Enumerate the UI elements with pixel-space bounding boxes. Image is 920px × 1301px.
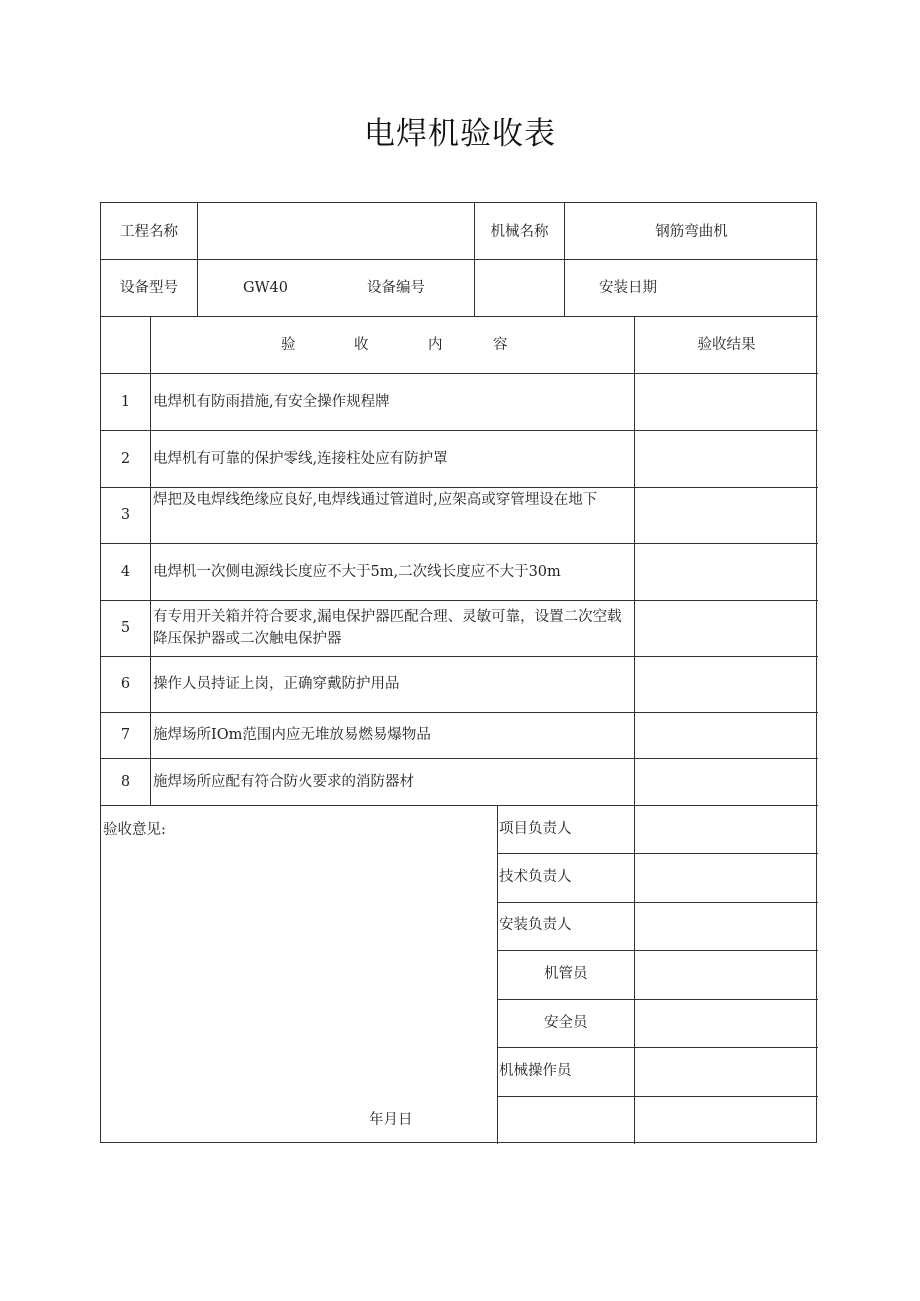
equip-no-label: 设备编号 <box>367 280 425 296</box>
item-text: 电焊机有防雨措施,有安全操作规程牌 <box>153 394 390 410</box>
item-number: 3 <box>120 507 131 523</box>
item-text: 焊把及电焊线绝缘应良好,电焊线通过管道时,应架高或穿管埋设在地下 <box>153 492 598 508</box>
sign-row-divider <box>497 853 818 854</box>
page-title: 电焊机验收表 <box>364 116 556 152</box>
row-divider <box>101 805 818 806</box>
item-text: 电焊机一次侧电源线长度应不大于5m,二次线长度应不大于30m <box>153 564 561 580</box>
content-header-char: 收 <box>354 337 369 353</box>
content-header-char: 验 <box>281 337 296 353</box>
opinion-date: 年月日 <box>369 1112 413 1128</box>
col-divider <box>634 805 635 1144</box>
sign-row-divider <box>497 950 818 951</box>
row-divider <box>101 600 818 601</box>
sign-row-divider <box>497 1047 818 1048</box>
signature-role: 技术负责人 <box>499 869 572 885</box>
row-divider <box>101 656 818 657</box>
item-number: 7 <box>120 727 131 743</box>
result-header: 验收结果 <box>697 337 756 353</box>
item-text: 施焊场所应配有符合防火要求的消防器材 <box>153 774 414 790</box>
sign-row-divider <box>497 902 818 903</box>
row-divider <box>101 430 818 431</box>
signature-role: 安全员 <box>544 1015 588 1031</box>
signature-role: 项目负责人 <box>499 821 572 837</box>
sign-row-divider <box>497 1096 818 1097</box>
col-divider <box>197 203 198 316</box>
machine-name-label: 机械名称 <box>490 224 549 240</box>
row-divider <box>101 316 818 317</box>
item-number: 5 <box>120 620 131 636</box>
item-number: 6 <box>120 676 131 692</box>
item-number: 8 <box>120 774 131 790</box>
model-value[interactable]: GW40 <box>243 280 288 296</box>
signature-role: 安装负责人 <box>499 917 572 933</box>
item-text: 有专用开关箱并符合要求,漏电保护器匹配合理、灵敏可靠，设置二次空载降压保护器或二次触电保护器 <box>153 609 622 647</box>
row-divider <box>101 373 818 374</box>
sign-row-divider <box>497 999 818 1000</box>
install-date-label: 安装日期 <box>599 280 657 296</box>
col-divider <box>634 316 635 805</box>
content-header-char: 内 <box>428 337 443 353</box>
row-divider <box>101 543 818 544</box>
model-label: 设备型号 <box>120 280 178 296</box>
opinion-label: 验收意见: <box>103 822 166 838</box>
content-header-char: 容 <box>493 337 508 353</box>
item-number: 2 <box>120 451 131 467</box>
row-divider <box>101 712 818 713</box>
col-divider <box>150 316 151 805</box>
item-text: 施焊场所IOm范围内应无堆放易燃易爆物品 <box>153 727 431 743</box>
row-divider <box>101 487 818 488</box>
item-number: 1 <box>120 394 131 410</box>
signature-role: 机管员 <box>544 966 588 982</box>
col-divider <box>474 203 475 316</box>
item-text: 操作人员持证上岗，正确穿戴防护用品 <box>153 676 400 692</box>
machine-name-value[interactable]: 钢筋弯曲机 <box>655 224 728 240</box>
col-divider <box>564 203 565 316</box>
acceptance-table <box>100 202 817 1143</box>
project-name-label: 工程名称 <box>120 224 178 240</box>
item-text: 电焊机有可靠的保护零线,连接柱处应有防护罩 <box>153 451 448 467</box>
col-divider <box>497 805 498 1144</box>
item-number: 4 <box>120 564 131 580</box>
row-divider <box>101 259 818 260</box>
signature-role: 机械操作员 <box>499 1063 572 1079</box>
row-divider <box>101 758 818 759</box>
